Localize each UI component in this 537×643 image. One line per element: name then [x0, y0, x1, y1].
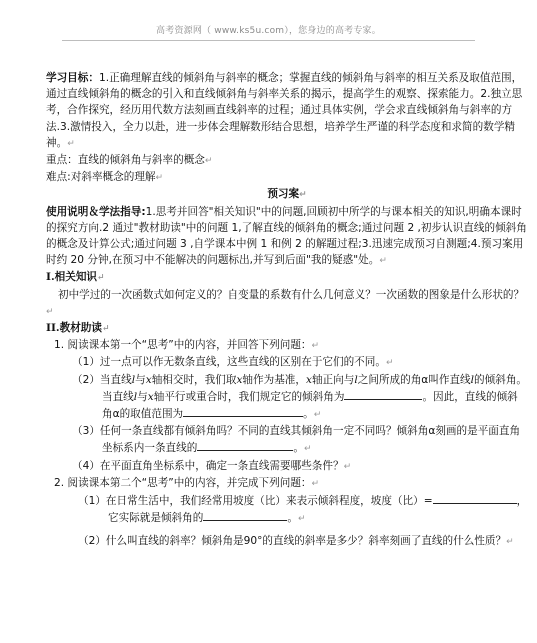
text-fragment: 初中学过的一次函数式如何定义的？自变量的系数有什么几何意义？一次函数的图象是什么形状的？ — [58, 288, 525, 301]
question-1-4 — [46, 458, 528, 475]
paragraph-mark: ↵ — [155, 173, 164, 184]
text-fragment: 预习案 — [267, 188, 300, 201]
paragraph-mark: ↵ — [311, 478, 320, 489]
answer-blank[interactable] — [197, 439, 293, 451]
text-fragment: l — [131, 373, 136, 386]
text-fragment: 之间所成的角α叫作直线 — [357, 373, 471, 386]
text-fragment: 轴平行或重合时，我们规定它的倾斜角为 — [153, 390, 345, 403]
difficulty — [46, 169, 528, 186]
text-fragment: 。 — [287, 512, 298, 525]
section-related-knowledge-text — [46, 287, 528, 320]
text-fragment: （1）过一点可以作无数条直线，这些直线的区别在于它们的不同。 — [72, 356, 386, 369]
text-fragment: （1）在日常生活中，我们经常用坡度（比）来表示倾斜程度，坡度（比）= — [78, 495, 433, 508]
text-fragment: （2）什么叫直线的斜率？倾斜角是90°的直线的斜率是多少？斜率刻画了直线的什么性质？ — [78, 535, 507, 548]
text-fragment: 的倾斜角。当直线 — [102, 373, 528, 403]
question-1-intro — [46, 337, 528, 354]
text-fragment: （4）在平面直角坐标系中，确定一条直线需要哪些条件？ — [72, 459, 344, 472]
text-fragment: 2. 阅读课本第二个“思考”中的内容，并完成下列问题： — [54, 476, 312, 489]
page-header — [0, 23, 537, 36]
text-fragment: （2）当直线 — [72, 373, 132, 386]
question-2-2 — [46, 533, 528, 550]
paragraph-mark: ↵ — [46, 306, 54, 317]
answer-blank[interactable] — [183, 405, 303, 417]
preview-title — [46, 186, 528, 203]
text-fragment: 与 — [135, 373, 146, 386]
paragraph-mark: ↵ — [311, 341, 320, 352]
text-fragment: （3）任何一条直线都有倾斜角吗？不同的直线其倾斜角一定不同吗？倾斜角α刻画的是平面直角坐标系内一条直线的 — [72, 425, 521, 455]
text-fragment: 。 — [303, 408, 314, 421]
section-related-knowledge-title — [46, 269, 528, 286]
text-fragment: II.教材助读 — [46, 322, 102, 335]
text-fragment: x — [145, 373, 152, 386]
text-fragment: l — [133, 390, 138, 403]
text-fragment: x — [147, 390, 154, 403]
text-fragment: 轴作为基准， — [242, 373, 306, 386]
answer-blank[interactable] — [203, 509, 287, 521]
paragraph-mark: ↵ — [343, 461, 352, 472]
paragraph-mark: ↵ — [101, 324, 110, 335]
paragraph-mark: ↵ — [297, 514, 306, 525]
text-fragment: ，它实际就是倾斜角的 — [108, 495, 528, 525]
text-fragment: 重点：直线的倾斜角与斜率的概念 — [46, 154, 205, 167]
text-fragment: l — [354, 373, 358, 386]
paragraph-mark: ↵ — [299, 190, 307, 201]
paragraph-mark: ↵ — [506, 537, 514, 548]
header-text: 高考资源网（ www.ks5u.com），您身边的高考专家。 — [156, 26, 381, 36]
text-fragment: 1. 阅读课本第一个“思考”中的内容，并回答下列问题： — [54, 339, 312, 352]
answer-blank[interactable] — [433, 492, 517, 504]
learning-goals — [46, 70, 528, 152]
paragraph-mark: ↵ — [303, 444, 312, 455]
header-divider — [62, 40, 475, 41]
text-fragment: 。因此，直线的倾斜角α的取值范围为 — [102, 390, 518, 421]
text-fragment: x — [305, 373, 312, 386]
text-fragment: x — [236, 373, 243, 386]
paragraph-mark: ↵ — [97, 273, 105, 284]
question-1-2 — [46, 372, 528, 424]
paragraph-mark: ↵ — [385, 358, 394, 369]
document-body — [46, 70, 528, 551]
paragraph-mark: ↵ — [204, 156, 213, 167]
text-fragment: 。 — [293, 442, 304, 455]
key-point — [46, 152, 528, 169]
guide-text: 1.思考并回答"相关知识"中的问题,回顾初中所学的与课本相关的知识,明确本课时的探究方向.2 通过"教材助读"中的问题 1,了解直线的倾斜角的概念;通过问题 2 ,初步认识直线的倾斜角的概念及计算公式;通过问题 3 ,自学课本中例 1 和例 2 的解题过程;3.迅速完成预习自测题;4.预习案用时约 20 分钟,在预习中不能解决的问题标出,并写到后面"我的疑惑"处。 — [46, 205, 527, 267]
text-fragment: 轴相交时，我们取 — [151, 373, 237, 386]
goals-text: 1.正确理解直线的倾斜角与斜率的概念；掌握直线的倾斜角与斜率的相互关系及取值范围，通过直线倾斜角的概念的引入和直线倾斜角与斜率关系的揭示，提高学生的观察、探索能力。2.独立思考，合作探究，经历用代数方法刻画直线斜率的过程；通过具体实例，学会求直线倾斜角与斜率的方法.3.激情投入，全力以赴，进一步体会理解数形结合思想，培养学生严谨的科学态度和求简的数学精神。 — [46, 72, 523, 149]
question-1-3 — [46, 423, 528, 457]
paragraph-mark: ↵ — [67, 138, 75, 149]
section-textbook-title — [46, 320, 528, 337]
usage-guide — [46, 204, 528, 270]
text-fragment: 与 — [137, 390, 148, 403]
question-2-intro — [46, 475, 528, 492]
text-fragment: 轴正向与 — [311, 373, 355, 386]
text-fragment: l — [470, 373, 475, 386]
paragraph-mark: ↵ — [313, 410, 322, 421]
question-2-1 — [46, 492, 528, 527]
goals-label: 学习目标： — [46, 72, 99, 84]
answer-blank[interactable] — [344, 388, 422, 400]
text-fragment: 难点:对斜率概念的理解 — [46, 171, 156, 184]
text-fragment: I.相关知识 — [46, 271, 98, 284]
question-1-1 — [46, 354, 528, 371]
paragraph-mark: ↵ — [379, 256, 387, 267]
guide-label: 使用说明＆学法指导: — [46, 205, 146, 218]
